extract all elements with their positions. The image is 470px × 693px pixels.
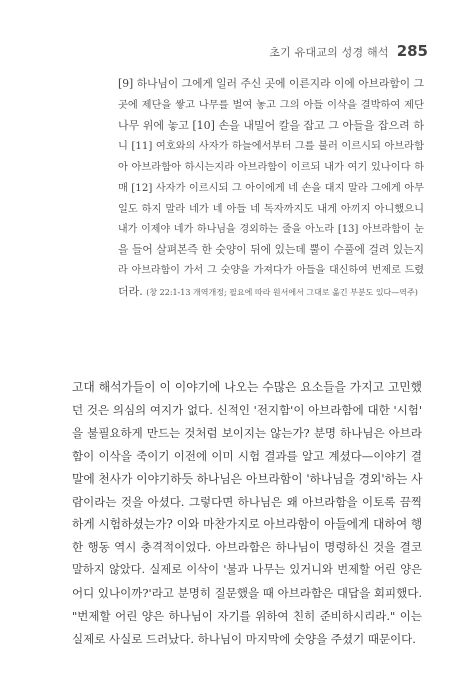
body-line: 실제로 사실로 드러났다. 하나님이 마지막에 숫양을 주셨기 때문이다. [72,631,416,646]
body-line: 말에 천사가 이야기하듯 하나님은 아브라함이 '하나님을 경외'하는 사 [72,471,423,486]
page-number: 285 [396,42,428,60]
body-line: 던 것은 의심의 여지가 없다. 신적인 '전지함'이 아브라함에 대한 '시험' [72,402,422,417]
body-line: 람이라는 것을 아셨다. 그렇다면 하나님은 왜 아브라함을 이토록 끔찍 [72,494,422,509]
quote-line: 니 [11] 여호와의 사자가 하늘에서부터 그를 불러 이르시되 아브라함 [118,140,424,153]
scripture-quote [118,74,424,304]
quote-line: 곳에 제단을 쌓고 나무를 벌여 놓고 그의 아들 이삭을 결박하여 제단 [118,98,424,111]
body-line: 하게 시험하셨는가? 이와 마찬가지로 아브라함이 아들에게 대하여 행 [72,517,423,532]
quote-line: 아 아브라함아 하시는지라 아브라함이 이르되 내가 여기 있나이다 하 [118,161,424,174]
body-paragraph [72,376,422,651]
translator-note: (창 22:1-13 개역개정; 필요에 따라 원서에서 그대로 옮긴 부분도 있다—역주) [146,287,418,297]
body-line: "번제할 어린 양은 하나님이 자기를 위하여 친히 준비하시리라." 이는 [72,609,422,624]
body-line: 말하지 않았다. 실제로 이삭이 '불과 나무는 있거니와 번제할 어린 양은 [72,563,422,577]
body-line: 고대 해석가들이 이 이야기에 나오는 수많은 요소들을 가지고 고민했 [72,380,422,394]
quote-line: 매 [12] 사자가 이르시되 그 아이에게 네 손을 대지 말라 그에게 아무 [118,181,424,194]
body-line: 을 불필요하게 만드는 것처럼 보이지는 않는가? 분명 하나님은 아브라 [72,425,422,440]
body-line: 한 행동 역시 충격적이었다. 아브라함은 하나님이 명령하신 것을 결코 [72,540,422,555]
body-line: 어디 있나이까?'라고 분명히 질문했을 때 아브라함은 대답을 회피했다. [72,586,422,601]
quote-line: 내가 이제야 네가 하나님을 경외하는 줄을 아노라 [13] 아브라함이 눈 [118,223,424,235]
quote-line: 라 아브라함이 가서 그 숫양을 가져다가 아들을 대신하여 번제로 드렸 [118,265,424,277]
quote-line: 을 들어 살펴본즉 한 숫양이 뒤에 있는데 뿔이 수풀에 걸려 있는지 [118,243,424,257]
quote-last-line [118,282,424,304]
quote-last-line-text: 더라. [118,284,143,298]
quote-line: 나무 위에 놓고 [10] 손을 내밀어 칼을 잡고 그 아들을 잡으려 하 [118,118,424,132]
quote-line: 일도 하지 말라 네가 네 아들 네 독자까지도 내게 아끼지 아니했으니 [118,202,424,215]
body-line: 함이 이삭을 죽이기 이전에 이미 시험 결과를 알고 계셨다—이야기 결 [72,448,422,463]
running-header [269,42,428,60]
quote-line: [9] 하나님이 그에게 일러 주신 곳에 이른지라 이에 아브라함이 그 [118,77,424,90]
running-header-title: 초기 유대교의 성경 해석 [269,46,389,59]
